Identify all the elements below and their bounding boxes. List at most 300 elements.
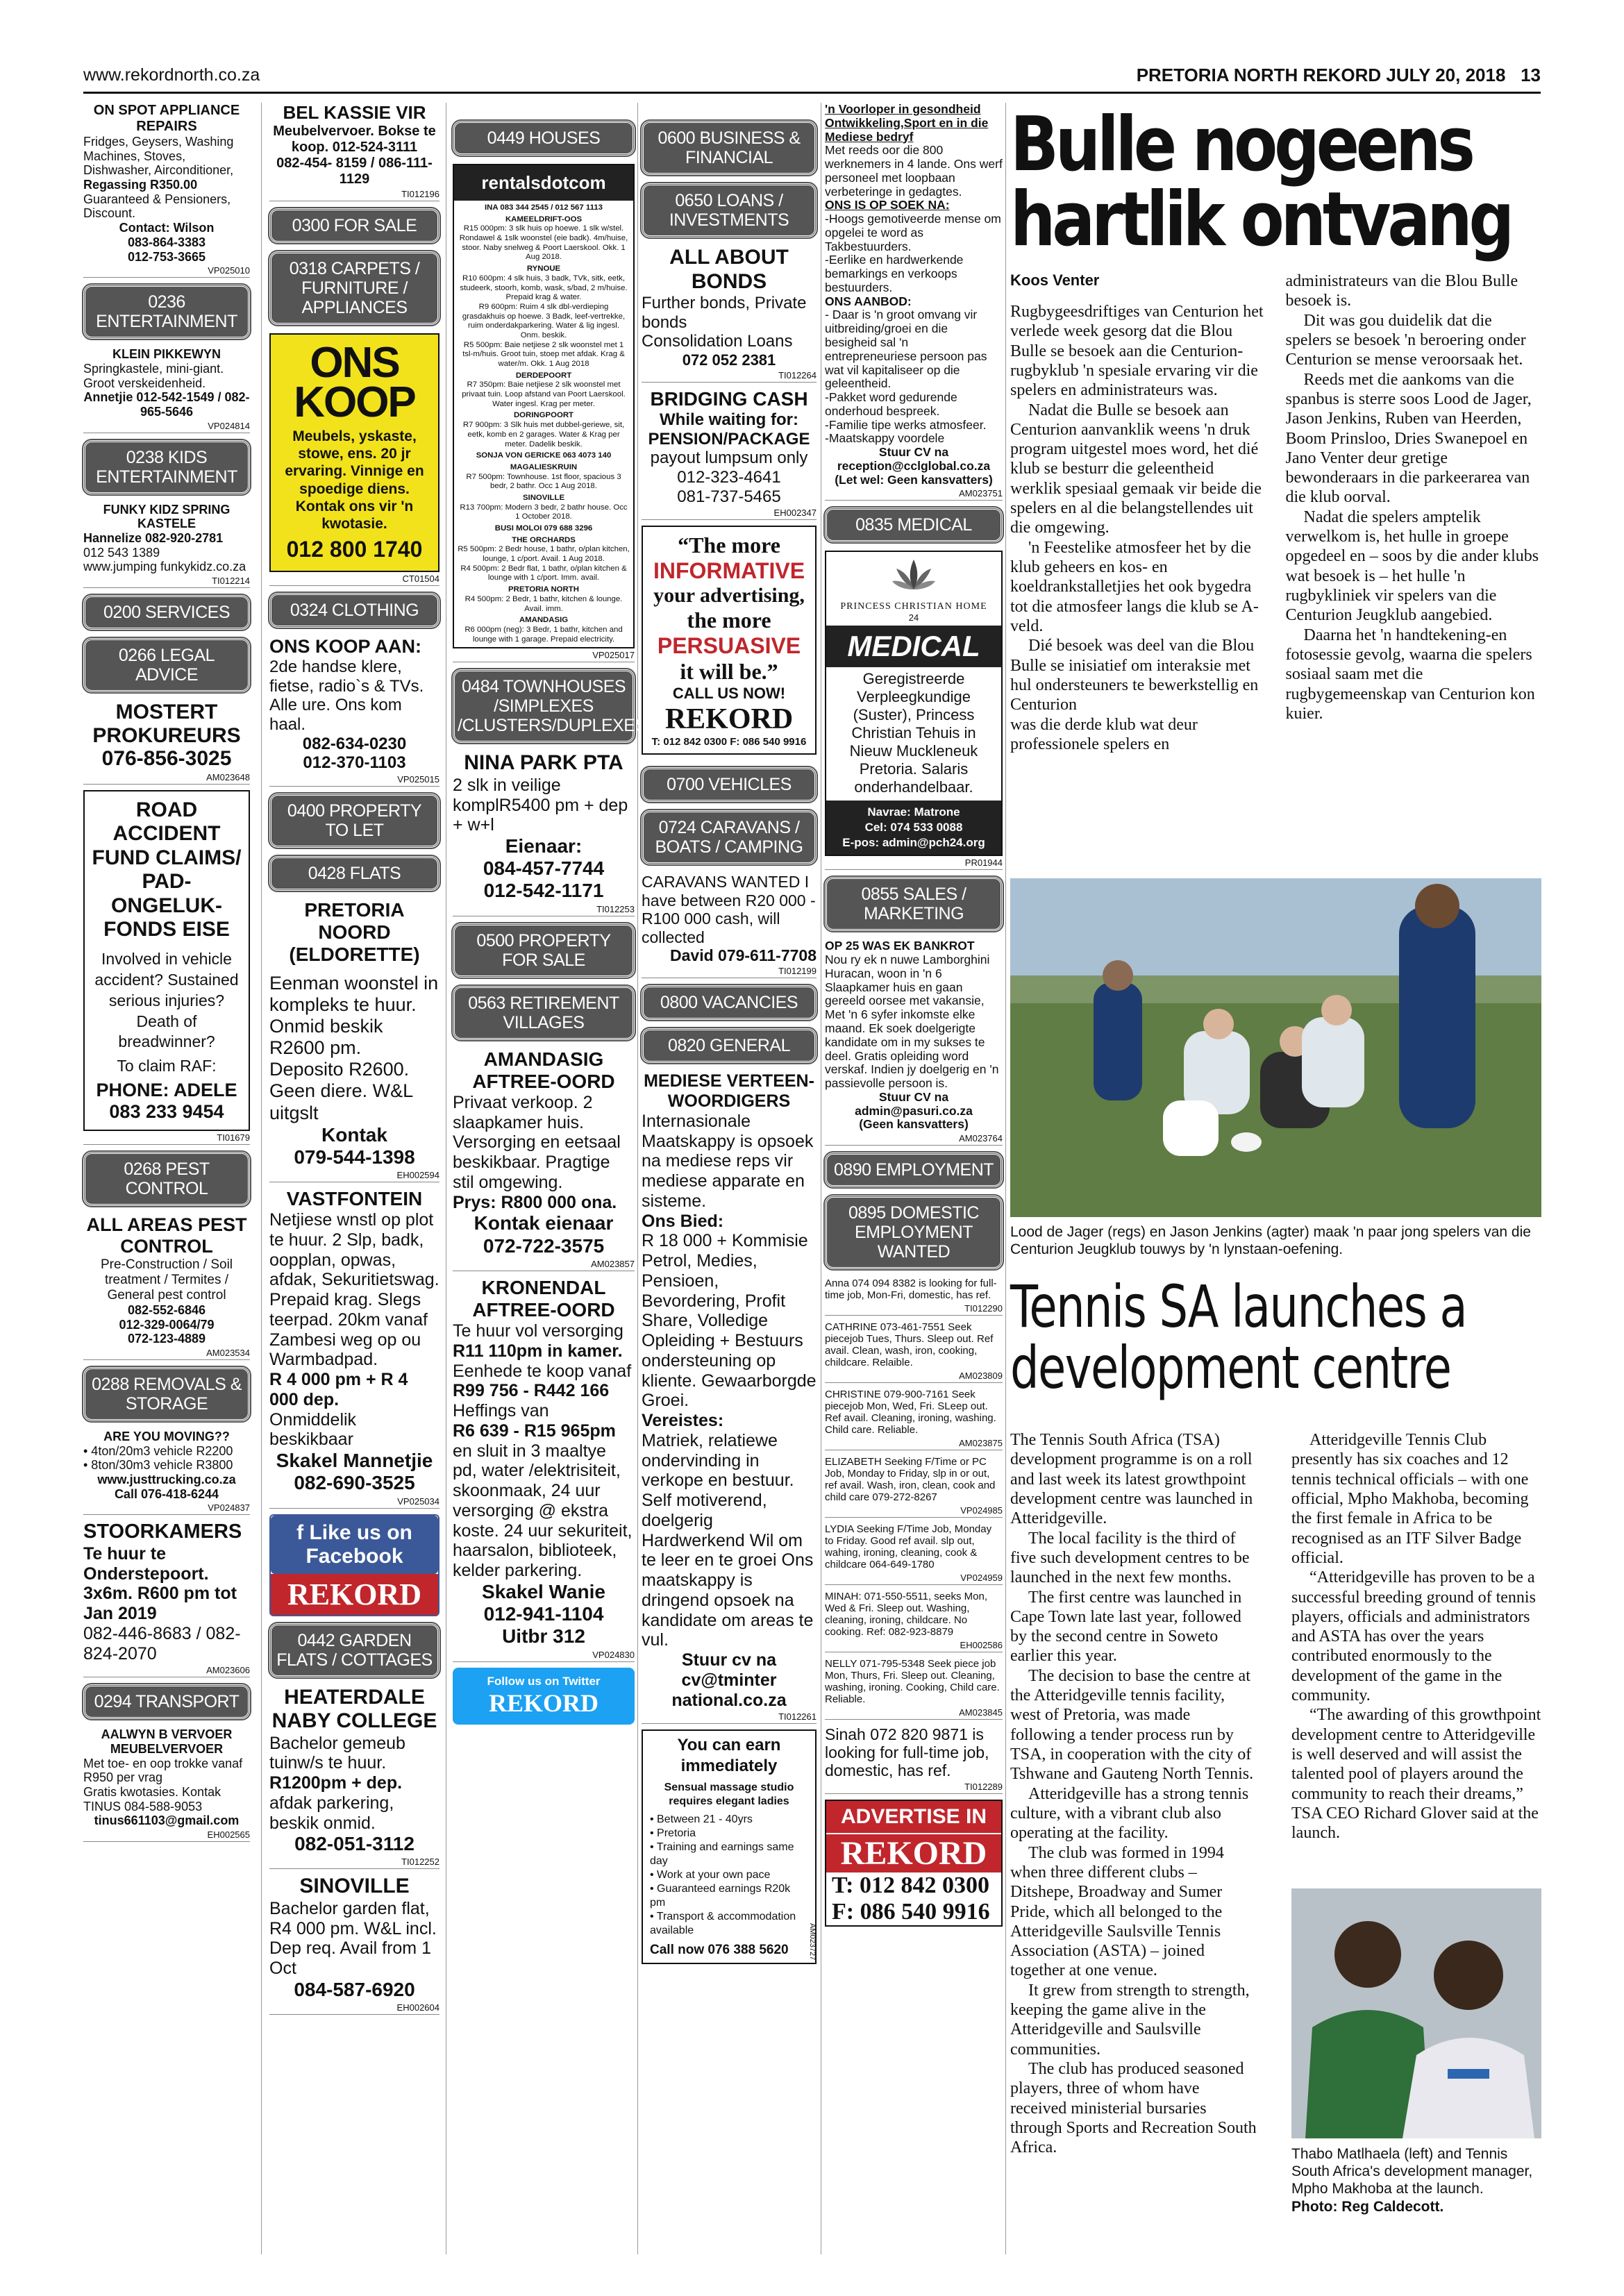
ad-title: KRONENDAL AFTREE-OORD: [472, 1276, 615, 1321]
ad-text: 2 slk in veilige komplR5400 pm + dep + w+l: [453, 775, 628, 835]
ad-ref: VP025034: [269, 1496, 440, 1509]
classified-ad: [453, 1277, 635, 1648]
photo-caption: Lood de Jager (regs) en Jason Jenkins (agter) maak 'n paar jong spelers van die Centurion Jeugklub touwys by 'n lynstaan-oefening.: [1010, 1224, 1531, 1258]
column-divider: [1005, 103, 1006, 2254]
classified-ad: [453, 751, 635, 902]
ad-text: • Guaranteed earnings R20k pm: [650, 1883, 791, 1909]
ad-text: Nou ry ek n nuwe Lamborghini Huracan, woon in 'n 6 Slaapkamer huis en gaan gereeld oorsee met vakansie, Met 'n 6 syfer inkomste elke maand. Ek soek doelgerigte kandidate om in my sukses te deel. Gratis opleiding word verskaf. Indien jy doelgerig en 'n passievolle persoon is.: [825, 953, 999, 1091]
article-bulle: [1010, 101, 1541, 799]
classified-ad: [269, 103, 440, 187]
ad-text: ONS IS OP SOEK NA:: [825, 198, 950, 212]
ad-title: AALWYN B VERVOER MEUBELVERVOER: [101, 1727, 233, 1756]
twitter-promo[interactable]: [453, 1668, 635, 1725]
ad-ref: AM023534: [83, 1348, 250, 1360]
classified-ad: [83, 503, 250, 574]
ad-text: While waiting for: PENSION/PACKAGE: [648, 410, 810, 449]
section-header-business: 0600 BUSINESS & FINANCIAL: [642, 121, 817, 175]
section-header-flats: 0428 FLATS: [269, 856, 440, 891]
rekord-promo: [642, 526, 817, 755]
ad-phone: Hannelize 082-920-2781: [83, 531, 224, 545]
princess-christian-home-ad: [825, 551, 1003, 856]
domestic-ad: LYDIA Seeking F/Time Job, Monday to Friday. Good ref avail. slp out, wahing, ironing, cleaning, cook & childcare 064-649-1780: [825, 1523, 992, 1571]
ad-phone: 082-454- 8159 / 086-111-1129: [276, 155, 433, 187]
ad-ref: TI012253: [453, 904, 635, 916]
ad-ref: AM023809: [825, 1371, 1003, 1383]
ad-title: ONS KOOP AAN:: [269, 636, 422, 657]
promo-text: “The more: [678, 533, 780, 558]
ad-text: Stuur CV na: [878, 1089, 949, 1104]
article-headline: Tennis SA launches a development centre: [1010, 1273, 1467, 1402]
classified-ad: [825, 939, 1003, 1132]
section-header-general: 0820 GENERAL: [642, 1028, 817, 1063]
ad-text: Bachelor gemeub tuinw/s te huur.: [269, 1733, 405, 1773]
ad-phone: 081-737-5465: [677, 487, 781, 506]
ad-phone: 083-864-3383: [127, 235, 206, 249]
promo-text: CALL US NOW!: [672, 685, 786, 703]
ad-text: Netjiese wnstl op plot te huur. 2 Slp, badk, oopplan, opwas, afdak, Sekuritietswag. Prepaid krag. Slegs teerpad. 20km vanaf Zambesi weg op ou Warmbadpad.: [269, 1210, 440, 1370]
ad-text: Pre-Construction / Soil treatment / Termites / General pest control: [100, 1257, 233, 1303]
org-number: 24: [908, 612, 919, 623]
rentals-listings: [454, 201, 633, 647]
ad-email[interactable]: admin@pasuri.co.za: [855, 1103, 973, 1118]
article-paragraph: It grew from strength to strength, keeping the game alive in the Atteridgeville and Saulsville communities.: [1010, 1981, 1250, 2059]
classifieds-column-2: [269, 103, 440, 2020]
ad-text: Privaat verkoop. 2 slaapkamer huis. Versorging en eetsaal beskikbaar. Pragtige stil omgewing.: [453, 1092, 621, 1192]
rental-heading: THE ORCHARDS: [512, 535, 576, 544]
article-paragraph: Nadat die Bulle se besoek aan Centurion aanvanklik weens 'n druk program uitgestel moes word, het dié klub se besturr die geleentheid werklik spesiaal gemaak vir beide die spelers en al die belangstellendes uit die omgewing.: [1010, 401, 1262, 537]
article-paragraph: The decision to base the centre at the Atteridgeville tennis facility, west of Pretoria, was made following a tender process run by TSA, in cooperation with the city of Tshwane and Gauteng North Tennis.: [1010, 1666, 1254, 1784]
ad-phone: 072 052 2381: [682, 351, 776, 369]
ad-text: Springkastele, mini-giant. Groot verskeidenheid.: [83, 361, 224, 390]
article-paragraph: The Tennis South Africa (TSA) development programme is on a roll and last week its latest growthpoint development centre was launched in Atteridgeville.: [1010, 1431, 1253, 1528]
ad-phone: Cel: 074 533 0088: [864, 821, 963, 835]
ad-text: - Daar is 'n groot omvang vir uitbreiding/groei en die besigheid sal 'n entrepreneuriese persoon pas wat vil kapitaliseer op die geleentheid.: [825, 308, 987, 391]
ad-title: ROAD ACCIDENT FUND CLAIMS/ PAD-ONGELUK-FONDS EISE: [92, 798, 242, 941]
ad-ref: AM023857: [453, 1259, 635, 1271]
ad-ref: VP025015: [269, 774, 440, 787]
ad-text: • Pretoria: [650, 1827, 696, 1840]
ad-phone: 084-587-6920: [294, 1978, 415, 2000]
ad-text: payout lumpsum only: [650, 449, 808, 468]
article-paragraph: 'n Feestelike atmosfeer het by die klub geheers en kos- en koeldrankstalletjies het ook bygedra tot die atmosfeer langs die klub se A-veld.: [1010, 538, 1259, 635]
article-paragraph: The club was formed in 1994 when three different clubs – Ditshepe, Broadway and Sumer Pride, which all belonged to the Atteridgeville Saulsville Tennis Association (ASTA) – joined together at one venue.: [1010, 1843, 1224, 1980]
ad-text: Te huur vol versorging: [453, 1321, 623, 1341]
ad-text: en sluit in 3 maaltye pd, water /elektrisiteit, skoonmaak, 24 uur versorging @ ekstra koste. 24 uur sekuriteit, haarsalon, biblioteek, kelder parkering.: [453, 1441, 633, 1581]
domestic-ad: ELIZABETH Seeking F/Time or PC Job, Monday to Friday, slp in or out, ref avail. Wash, iron, clean, cook and child care 079-272-8267: [825, 1455, 996, 1504]
section-header-employment: 0890 EMPLOYMENT: [825, 1153, 1003, 1187]
ad-ref: AM023727: [808, 1922, 817, 1961]
rekord-logo: REKORD: [826, 1833, 1001, 1872]
ad-title: ALL ABOUT BONDS: [669, 246, 789, 293]
ad-phone: 012 543 1389: [83, 545, 160, 560]
ad-ref: VP024837: [83, 1502, 250, 1515]
ad-text: Meubels, yskaste, stowe, ens. 20 jr ervaring. Vinnige en spoedige diens. Kontak ons vir 'n kwotasie.: [285, 428, 424, 532]
ad-email[interactable]: E-pos: admin@pch24.org: [842, 836, 985, 850]
ad-text: Meubelvervoer. Bokse te koop. 012-524-3111: [273, 123, 436, 155]
ad-text: Consolidation Loans: [642, 332, 793, 351]
classified-ad: [269, 899, 440, 1168]
classifieds-column-4: [642, 103, 817, 1964]
promo-text: it will be.”: [680, 659, 778, 685]
classifieds-column-1: [83, 103, 250, 1847]
section-header-sales-marketing: 0855 SALES / MARKETING: [825, 877, 1003, 931]
ad-phone: 082-690-3525: [294, 1472, 415, 1494]
classifieds-column-5: [825, 103, 1003, 1927]
ad-title: ALL AREAS PEST CONTROL: [86, 1214, 247, 1257]
article-paragraph: Nadat die spelers amptelik verwelkom is, het hulle in groepe opgedeel en – soos by die ander klubs wat besoek is – het hulle 'n rugbykliniek vir spelers van die Centurion Jeugklub aangebied.: [1285, 508, 1539, 625]
ad-text: afdak parkering, beskik onmid.: [269, 1793, 394, 1833]
rental-heading: PRETORIA NORTH: [508, 585, 579, 594]
ad-text: • Transport & accommodation available: [650, 1911, 796, 1937]
ad-email[interactable]: tinus661103@gmail.com: [94, 1813, 240, 1828]
promo-phone: T: 012 842 0300: [832, 1872, 989, 1898]
ad-text: Te huur te Onderstepoort.: [83, 1543, 209, 1584]
article-paragraph: “Atteridgeville has proven to be a successful breeding ground of tennis players, officials and administrators and ASTA has over the years contributed enormously to the development of the game in the community.: [1291, 1568, 1536, 1705]
ad-title: MOSTERT PROKUREURS: [92, 701, 241, 747]
section-header-townhouses: 0484 TOWNHOUSES /SIMPLEXES /CLUSTERS/DUPLEXES: [453, 669, 635, 743]
ad-ref: TI01679: [83, 1132, 250, 1145]
ad-ref: TI012264: [642, 370, 817, 383]
ad-email[interactable]: Stuur cv na cv@tminter national.co.za: [671, 1650, 787, 1710]
ad-text: -Hoogs gemotiveerde mense om opgelei te word as Takbestuurders.: [825, 212, 1001, 253]
section-header-for-sale: 0300 FOR SALE: [269, 208, 440, 243]
ad-text: R99 756 - R442 166: [453, 1381, 610, 1401]
section-header-property-to-let: 0400 PROPERTY TO LET: [269, 794, 440, 848]
ad-ref: VP024985: [825, 1505, 1003, 1518]
ad-text: • Work at your own pace: [650, 1869, 771, 1882]
ad-phone: 076-856-3025: [101, 747, 232, 771]
ad-phone: Call 076-418-6244: [114, 1486, 219, 1501]
photo-credit: Photo: Reg Caldecott.: [1291, 2198, 1444, 2215]
section-header-removals: 0288 REMOVALS & STORAGE: [83, 1367, 250, 1421]
rental-listing: R10 600pm: 4 slk huis, 3 badk, TVk, sitk, eetk, studeerk, stoorh, komb, wask, s/bad, 2 m/huise. Prepaid krag & water.: [460, 274, 628, 302]
ad-ref: VP024830: [453, 1650, 635, 1662]
ad-phone: 082-051-3112: [294, 1833, 415, 1855]
rental-heading: DORINGPOORT: [513, 411, 574, 420]
classified-ad: [269, 1875, 440, 2001]
ad-title: ONS KOOP: [294, 338, 415, 426]
rekord-logo: REKORD: [664, 703, 794, 736]
ad-title: ARE YOU MOVING??: [103, 1429, 230, 1443]
photo-caption-block: [1291, 2145, 1541, 2215]
rugby-players-image: [1010, 878, 1541, 1217]
ad-text: Involved in vehicle accident? Sustained serious injuries? Death of breadwinner?: [94, 949, 239, 1051]
page-header: [83, 61, 1541, 89]
ad-title: You can earn immediately: [677, 1736, 781, 1776]
facebook-promo[interactable]: [269, 1514, 440, 1616]
article-paragraph: The first centre was launched in Cape Town late last year, followed by the second centre in Soweto earlier this year.: [1010, 1588, 1242, 1666]
ad-ref: PR01944: [825, 857, 1003, 870]
ad-text: R1200pm + dep.: [269, 1773, 403, 1793]
ad-text: -Eerlike en hardwerkende bemarkings en verkoops bestuurders.: [825, 253, 964, 294]
article-paragraph: Dié besoek was deel van die Blou Bulle se inisiatief om interaksie met hul ondersteuners te bewerkstellig en Centurion: [1010, 637, 1259, 714]
ad-ref: EH002347: [642, 508, 817, 520]
classified-ad: [269, 1188, 440, 1495]
ad-text: Heffings van: [453, 1401, 549, 1421]
ad-phone: 012-941-1104: [483, 1603, 604, 1625]
ad-phone: David 079-611-7708: [670, 946, 817, 964]
ad-text: Fridges, Geysers, Washing Machines, Stoves, Dishwasher, Airconditioner,: [83, 135, 234, 178]
domestic-ad: CATHRINE 073-461-7551 Seek piecejob Tues, Thurs. Sleep out. Ref avail. Clean, wash, iron, cooking, childcare. Relaible.: [825, 1321, 994, 1369]
rental-heading: INA 083 344 2545 / 012 567 1113: [485, 203, 603, 212]
article-paragraph: The club has produced seasoned players, three of whom have received ministerial bursaries through Sports and Recreation South Africa.: [1010, 2060, 1257, 2157]
classified-ad: [83, 1430, 250, 1501]
promo-fax: F: 086 540 9916: [832, 1898, 990, 1925]
ad-ref: TI012196: [269, 189, 440, 201]
section-header-kids-entertainment: 0238 KIDS ENTERTAINMENT: [83, 440, 250, 494]
ad-phone: 072-722-3575: [483, 1234, 605, 1257]
ad-text: • Training and earnings same day: [650, 1841, 794, 1868]
ad-text: • 8ton/30m3 vehicle R3800: [83, 1458, 233, 1473]
ad-ref: VP025010: [83, 265, 250, 278]
ad-text: R11 110pm in kamer.: [453, 1341, 623, 1361]
ad-title: BEL KASSIE VIR: [283, 102, 426, 123]
section-header-entertainment: 0236 ENTERTAINMENT: [83, 285, 250, 339]
classified-ad: [642, 873, 817, 964]
promo-title: ADVERTISE IN: [826, 1801, 1001, 1833]
classified-ad: [83, 701, 250, 771]
ad-title: FUNKY KIDZ SPRING KASTELE: [103, 502, 231, 531]
raf-claims-ad: [83, 790, 250, 1131]
tennis-launch-photo: [1291, 1888, 1541, 2138]
ad-title: HEATERDALE NABY COLLEGE: [271, 1685, 437, 1733]
photo-caption: Thabo Matlhaela (left) and Tennis South Africa's development manager, Mpho Makhoba at the launch.: [1291, 2146, 1533, 2197]
paper-title: PRETORIA NORTH REKORD JULY 20, 2018: [1136, 64, 1506, 85]
ad-title: MEDIESE VERTEEN-WOORDIGERS: [644, 1071, 814, 1112]
ad-text: -Pakket word gedurende onderhoud bespreek.: [825, 390, 957, 418]
ad-ref: EH002604: [269, 2002, 440, 2015]
article-paragraph: The local facility is the third of five such development centres to be launched in the next few months.: [1010, 1529, 1250, 1587]
site-url[interactable]: www.rekordnorth.co.za: [83, 65, 260, 85]
classified-ad: [83, 103, 250, 264]
ad-ref: AM023875: [825, 1438, 1003, 1450]
ad-title: PRETORIA NOORD (ELDORETTE): [289, 898, 420, 966]
ad-text: ONS AANBOD:: [825, 294, 912, 308]
rekord-logo: REKORD: [488, 1689, 598, 1717]
facebook-like[interactable]: f Like us on Facebook: [271, 1516, 438, 1574]
classified-ad: [642, 388, 817, 506]
ad-website[interactable]: www.justtrucking.co.za: [97, 1473, 236, 1487]
ad-text: Internasionale Maatskappy is opsoek na mediese reps vir mediese apparate en sisteme.: [642, 1111, 814, 1211]
section-header-property-for-sale: 0500 PROPERTY FOR SALE: [453, 923, 635, 978]
ad-text: Further bonds, Private bonds: [642, 294, 807, 332]
column-divider: [637, 103, 638, 2254]
rental-listing: R9 600pm: Ruim 4 slk dbl-verdieping grasdakhuis op hoewe. 3 Badk, leef-vertrekke, ruim onderdakparkering. Water & lig ingesl. Onm. beskik.: [462, 302, 626, 340]
section-header-domestic-employment: 0895 DOMESTIC EMPLOYMENT WANTED: [825, 1196, 1003, 1269]
massage-studio-ad: [642, 1729, 817, 1964]
ad-phone: 082-446-8683 / 082-824-2070: [83, 1623, 241, 1664]
promo-text: the more: [687, 607, 771, 633]
ad-ref: VP024959: [825, 1573, 1003, 1585]
ad-phone: Call now 076 388 5620: [650, 1943, 789, 1958]
ad-phone: 012-370-1103: [303, 753, 406, 773]
classified-ad: [83, 1520, 250, 1664]
classified-ad: [83, 1727, 250, 1828]
ad-text: Sensual massage studio requires elegant ladies: [664, 1782, 794, 1808]
ad-title: OP 25 WAS EK BANKROT: [825, 939, 975, 953]
section-header-medical: 0835 MEDICAL: [825, 508, 1003, 542]
ad-text: Met toe- en oop trokke vanaf R950 per vrag: [83, 1756, 243, 1785]
ad-text: Gratis kwotasies. Kontak TINUS 084-588-9053: [83, 1785, 221, 1813]
article-body-col1: [1010, 1430, 1257, 2158]
ad-text: 2de handse klere, fietse, radio`s & TVs. Alle ure. Ons kom haal.: [269, 657, 424, 734]
ad-website[interactable]: www.jumping funkykidz.co.za: [83, 560, 246, 574]
domestic-ad: CHRISTINE 079-900-7161 Seek piecejob Mon, Wed, Fri. SLeep out. Ref avail. Cleaning, ironing, washing. Child care. Reliable.: [825, 1388, 996, 1436]
section-header-vacancies: 0800 VACANCIES: [642, 985, 817, 1020]
rental-listing: R4 500pm: 2 Bedr flat, 1 bathr, o/plan kitchen & lounge with 1 c/port. Imm. avail.: [460, 564, 627, 583]
ad-text: 3x6m. R600 pm tot Jan 2019: [83, 1584, 237, 1624]
ad-ref: EH002586: [825, 1640, 1003, 1652]
ad-phone: 082-552-6846: [127, 1302, 206, 1317]
ons-koop-ad: [269, 333, 440, 572]
ad-title: 'n Voorloper in gesondheid Ontwikkeling,Sport en in die Mediese bedryf: [825, 102, 989, 144]
rental-heading: SINOVILLE: [522, 493, 565, 502]
ad-text: Onmiddelik beskikbaar: [269, 1409, 357, 1450]
ad-contact: Eienaar:: [505, 835, 583, 857]
section-header-vehicles: 0700 VEHICLES: [642, 767, 817, 802]
advertise-promo[interactable]: [825, 1800, 1003, 1927]
article-paragraph: “The awarding of this growthpoint development centre to Atteridgeville is well deserved and will assist the talented pool of players around the community to reach their dreams,” TSA CEO Richard Glover said at the launch.: [1291, 1706, 1541, 1843]
rental-heading: BUSI MOLOI 079 688 3296: [494, 524, 593, 533]
ad-title: KLEIN PIKKEWYN: [112, 347, 221, 362]
twitter-follow: Follow us on Twitter: [487, 1674, 601, 1688]
section-header-caravans: 0724 CARAVANS / BOATS / CAMPING: [642, 810, 817, 864]
domestic-ads-list: [825, 1277, 1003, 1720]
ad-ref: CT01504: [269, 573, 440, 586]
rental-listing: R5 500pm: Baie netjiese 2 slk woonstel met 1 tsl-m/huis. Groot tuin, stoep met afdak. Krag & water/m. Okk. 1 Aug 2018: [462, 340, 625, 368]
ad-phone: 012-323-4641: [677, 468, 781, 487]
classified-ad: [642, 246, 817, 369]
ad-ref: VP024814: [83, 421, 250, 433]
ad-text: Regassing R350.00: [83, 178, 198, 192]
article-paragraph: Reeds met die aankoms van die spanbus is sterre soos Lood de Jager, Jason Jenkins, Ruben van Heerden, Boom Prinsloo, Dries Swanepoel en Jano Venter deur gretige bewonderaars in die parkeerarea van die klub oorval.: [1285, 370, 1532, 507]
ad-text: -Familie tipe werks atmosfeer.: [825, 417, 987, 432]
classifieds-column-3: [453, 103, 646, 1725]
promo-text: your advertising,: [653, 584, 805, 607]
lotus-logo-icon: [889, 556, 938, 598]
classified-ad: [269, 636, 440, 773]
ad-text: Bachelor garden flat, R4 000 pm. W&L incl. Dep req. Avail from 1 Oct: [269, 1898, 437, 1979]
article-paragraph: Rugbygeesdriftiges van Centurion het verlede week gesorg dat die Blou Bulle se besoek aan die Centurion-rugbyklub 'n spesiale ervaring vir die spelers en administrateurs was.: [1010, 302, 1264, 400]
page-number: 13: [1521, 64, 1541, 85]
section-header-garden-flats: 0442 GARDEN FLATS / COTTAGES: [269, 1623, 440, 1677]
ad-ref: AM023764: [825, 1133, 1003, 1146]
rental-listing: R4 500pm: 2 Bedr, 1 bathr, kitchen & lounge. Avail. imm.: [464, 594, 623, 613]
ad-text: • 4ton/20m3 vehicle R2200: [83, 1443, 233, 1458]
article-paragraph: Dit was gou duidelik dat die spelers se besoek 'n beroering onder Centurion se mense veroorsaak het.: [1285, 311, 1526, 369]
ad-contact: Kontak: [321, 1123, 387, 1146]
ad-text: -Maatskappy voordele: [825, 431, 945, 446]
ad-title: NINA PARK PTA: [464, 751, 623, 775]
rental-listing: R7 500pm: Townhouse. 1st floor, spacious 3 bedr, 2 bathr. Occ 1 Aug 2018.: [466, 472, 621, 491]
article-tennis: [1010, 1273, 1541, 1402]
classified-ad: [83, 347, 250, 419]
ad-text: R 18 000 + Kommisie Petrol, Medies, Pensioen, Bevordering, Profit Share, Volledige Opleiding + Bestuurs ondersteuning op kliente. Gewaarborgde Groei.: [642, 1231, 817, 1411]
header-rule: [83, 92, 1541, 94]
ad-text: Guaranteed & Pensioners, Discount.: [83, 192, 231, 221]
ad-phone: 082-634-0230: [302, 734, 407, 753]
ad-title: STOORKAMERS: [83, 1520, 242, 1543]
classified-ad: Sinah 072 820 9871 is looking for full-time job, domestic, has ref.: [825, 1725, 989, 1780]
ad-contact: Kontak eienaar: [474, 1212, 614, 1234]
ad-ref: AM023845: [825, 1707, 1003, 1720]
ad-text: Eenman woonstel in kompleks te huur. Onmid beskik R2600 pm. Deposito R2600. Geen diere. W&L uitgslt: [269, 973, 439, 1123]
classified-ad: [269, 1686, 440, 1856]
ad-title: AMANDASIG AFTREE-OORD: [472, 1048, 615, 1092]
ad-ref: EH002594: [269, 1170, 440, 1182]
ad-text: Stuur CV na: [878, 445, 949, 460]
article-paragraph: Atteridgeville Tennis Club presently has six coaches and 12 tennis technical officials – with one official, Mpho Makhoba, becoming the first female in Africa to be recognised as an ITF Silver Badge official.: [1291, 1431, 1529, 1567]
ad-title: MEDICAL: [826, 626, 1001, 667]
article-body: [1010, 271, 1541, 799]
rental-heading: KAMEELDRIFT-OOS: [505, 215, 583, 224]
classified-ad: [825, 103, 1003, 487]
ad-phone: 012-542-1171: [483, 880, 604, 902]
rental-listing: R7 350pm: Baie netjiese 2 slk woonstel met privaat tuin. Loop afstand van Poort Laerskool. Water ingesl. Krag per meter.: [462, 380, 626, 408]
ad-phone: 012-329-0064/79: [119, 1317, 215, 1332]
two-people-image: [1291, 1888, 1541, 2138]
ad-ref: TI012214: [83, 576, 250, 588]
ad-text: Ons Bied:: [642, 1211, 724, 1231]
ad-email[interactable]: reception@cclglobal.co.za: [837, 458, 991, 473]
ad-phone: 079-544-1398: [294, 1146, 415, 1168]
ad-ref: EH002565: [83, 1829, 250, 1842]
ad-ref: AM023648: [83, 772, 250, 785]
ad-text: Prys: R800 000 ona.: [453, 1192, 617, 1212]
ad-text: Eenhede te koop vanaf: [453, 1361, 632, 1381]
article-body-col2: [1291, 1430, 1541, 1843]
section-header-transport: 0294 TRANSPORT: [83, 1684, 250, 1719]
section-header-clothing: 0324 CLOTHING: [269, 593, 440, 628]
article-byline: Koos Venter: [1010, 271, 1100, 289]
ad-contact: Skakel Wanie: [482, 1580, 605, 1602]
section-header-legal-advice: 0266 LEGAL ADVICE: [83, 638, 250, 692]
rental-listing: R7 900pm: 3 Slk huis met dubbel-geriewe, sit, eetk, komb en 2 garages. Water & Krag per meter. Dadelik beskik.: [462, 421, 625, 449]
ad-text: • Between 21 - 40yrs: [650, 1813, 753, 1826]
promo-text: PERSUASIVE: [657, 633, 801, 659]
ad-ref: TI012261: [642, 1711, 817, 1724]
ad-ref: AM023606: [83, 1665, 250, 1677]
section-header-retirement-villages: 0563 RETIREMENT VILLAGES: [453, 986, 635, 1040]
article-paragraph: Atteridgeville has a strong tennis culture, with a vibrant club also operating at the facility.: [1010, 1784, 1249, 1843]
ad-contact: PHONE: ADELE: [96, 1080, 237, 1101]
ad-text: Vereistes:: [642, 1411, 724, 1431]
classified-ad: [453, 1048, 635, 1257]
rugby-clinic-photo: [1010, 878, 1541, 1217]
ad-ref: TI012289: [825, 1782, 1003, 1794]
rental-heading: AMANDASIG: [519, 616, 569, 625]
ad-text: Met reeds oor die 800 werknemers in 4 lande. Ons werf personeel met loopbaan verbeteringe in gedagtes.: [825, 143, 1003, 199]
rental-heading: RYNOUE: [526, 265, 561, 274]
article-paragraph: was die derde klub wat deur professionele spelers en administrateurs van die Blou Bulle besoek is.: [1010, 272, 1518, 753]
ad-phone: 072-123-4889: [127, 1332, 206, 1346]
column-divider: [261, 103, 262, 2254]
ad-phone: 012-753-3665: [127, 249, 206, 264]
rental-heading: MAGALIESKRUIN: [510, 462, 578, 471]
rentals-ad: [453, 164, 635, 648]
ad-phone: Uitbr 312: [502, 1625, 585, 1648]
section-header-pest-control: 0268 PEST CONTROL: [83, 1152, 250, 1206]
ad-ref: TI012199: [642, 966, 817, 978]
ad-title: VASTFONTEIN: [286, 1187, 423, 1209]
ad-contact: Contact: Wilson: [119, 221, 215, 235]
ad-ref: TI012290: [825, 1303, 1003, 1316]
section-header-loans: 0650 LOANS / INVESTMENTS: [642, 183, 817, 237]
ad-text: R6 639 - R15 965pm: [453, 1421, 616, 1441]
ad-text: Geregistreerde Verpleegkundige (Suster), Princess Christian Tehuis in Nieuw Muckleneuk Pretoria. Salaris onderhandelbaar.: [849, 670, 978, 796]
rekord-logo: REKORD: [271, 1574, 438, 1615]
ad-ref: AM023751: [825, 488, 1003, 501]
